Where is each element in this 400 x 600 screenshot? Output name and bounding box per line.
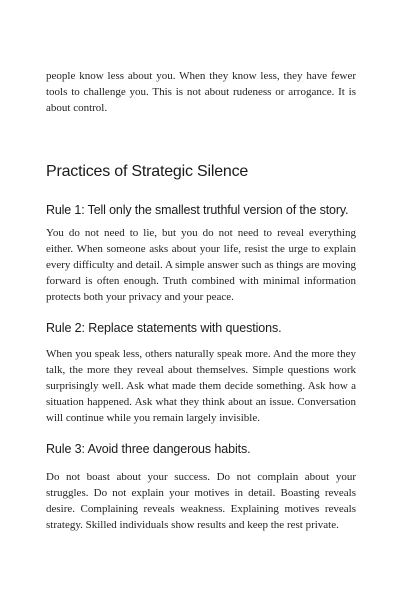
intro-paragraph: people know less about you. When they know less, they have fewer tools to challenge you. This is not about rudeness or arrogance. It is about control. (46, 70, 356, 114)
rule-2-paragraph: When you speak less, others naturally speak more. And the more they talk, the more they reveal about themselves. Simple questions work surprisingly well. Ask what made them decide something. Ask how a situation happened. Ask what they think about an issue. Conversation will continue while you remain largely invisible. (46, 348, 356, 424)
rule-1-title: Rule 1: Tell only the smallest truthful version of the story. (46, 203, 349, 217)
rule-1-paragraph: You do not need to lie, but you do not need to reveal everything either. When someone asks about your life, resist the urge to explain every difficulty and detail. A simple answer such as things are moving forward is often enough. Truth combined with minimal information protects both your privacy and your peace. (46, 227, 356, 303)
section-title: Practices of Strategic Silence (46, 163, 249, 180)
rule-2-title: Rule 2: Replace statements with questions. (46, 321, 282, 335)
rule-3-paragraph: Do not boast about your success. Do not complain about your struggles. Do not explain your motives in detail. Boasting reveals desire. Complaining reveals weakness. Explaining motives reveals strategy. Skilled individuals show results and keep the rest private. (46, 471, 356, 531)
rule-3-title: Rule 3: Avoid three dangerous habits. (46, 442, 251, 456)
